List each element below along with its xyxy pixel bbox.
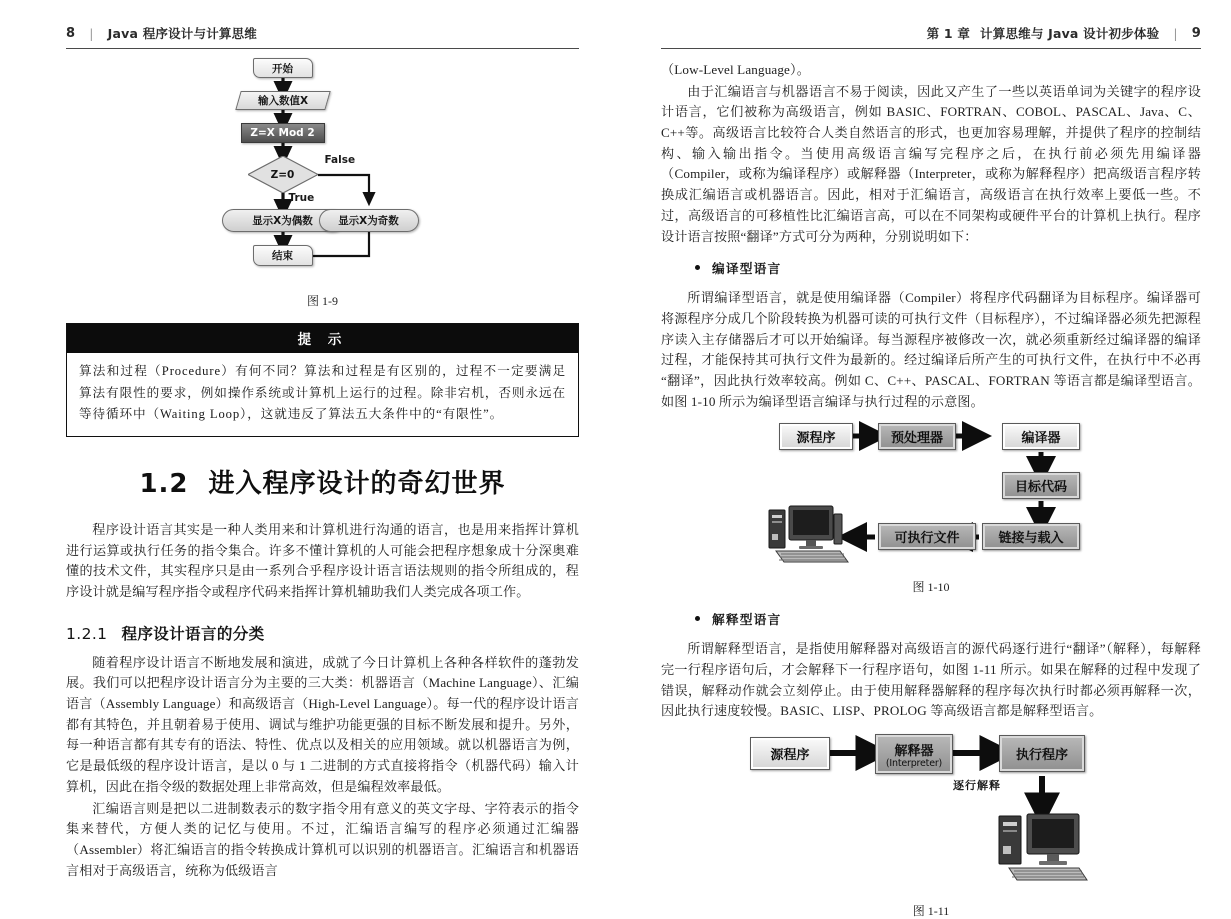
fig110-node-object-code (1002, 472, 1080, 499)
tip-box-title: 提 示 (67, 324, 578, 353)
computer-icon (766, 504, 856, 566)
fig110-node-preprocessor-label: 预处理器 (890, 431, 943, 447)
figure-1-11-caption: 图 1-11 (912, 904, 950, 919)
tip-box-body: 算法和过程（Procedure）有何不同？算法和过程是有区别的，过程不一定要满足算法有限性的要求，例如操作系统或计算机上运行的过程。除非宕机，否则永远在等待循环中（Waiting Loop），这就违反了算法五大条件中的“有限性”。 (79, 364, 566, 422)
flow-edge-label-false: False (324, 154, 356, 166)
fig110-node-link-load (982, 523, 1080, 550)
left-page (0, 0, 623, 878)
fig110-node-object-code-label: 目标代码 (1014, 480, 1067, 496)
figure-1-10-caption: 图 1-10 (912, 580, 950, 595)
flowchart-canvas (188, 58, 458, 288)
bullet-interpreted-language (695, 609, 1201, 628)
fig110-node-source-label: 源程序 (796, 431, 836, 447)
flow-node-end-label: 结束 (272, 250, 293, 262)
fig111-node-run-program (999, 735, 1085, 772)
subsection-number: 1.2.1 (66, 624, 108, 643)
fig111-node-run-program-label: 执行程序 (1015, 748, 1068, 764)
fig111-node-source (750, 737, 830, 770)
flow-node-decision (248, 156, 318, 193)
running-head-rule (66, 48, 579, 49)
flow-edge-label-true: True (288, 192, 315, 204)
fig110-node-executable-label: 可执行文件 (894, 531, 960, 547)
fig110-node-source (779, 423, 853, 450)
right-paragraph-compiled: 所谓编译型语言，就是使用编译器（Compiler）将程序代码翻译为目标程序。编译器可将源程序分成几个阶段转换为机器可读的可执行文件（目标程序），不过编译器必须先把源程序读入主存储器后才可以开始编译。每当源程序被修改一次，就必须重新经过编译器的编译过程，才能保持其可执行文件为最新的。经过编译后所产生的可执行文件，在执行中不必再“翻译”，因此执行效率较高。例如 C、C++、PASCAL、FORTRAN 等语言都是编译型语言。如图 1-10 所示为编译型语言编译与执行过程的示意图。 (661, 290, 1201, 409)
fig110-node-link-load-label: 链接与载入 (998, 531, 1064, 547)
section-title: 进入程序设计的奇幻世界 (208, 468, 506, 499)
running-head-separator: | (1173, 25, 1178, 41)
right-page-chapter: 第 1 章 (926, 26, 971, 41)
right-page (623, 0, 1231, 919)
flow-node-process-label: Z=X Mod 2 (250, 127, 315, 139)
flow-node-decision-label: Z=0 (270, 168, 295, 181)
fig110-node-compiler-label: 编译器 (1021, 431, 1061, 447)
interpret-flow-canvas (731, 730, 1131, 898)
flow-node-end (253, 245, 313, 266)
subsection-title: 程序设计语言的分类 (121, 624, 265, 643)
left-page-running-head (66, 0, 579, 42)
subsection-heading (66, 622, 579, 644)
left-page-book-title: Java 程序设计与计算思维 (107, 26, 257, 41)
running-head-separator: | (89, 25, 94, 41)
figure-1-10 (661, 422, 1201, 595)
left-page-number: 8 (66, 25, 76, 41)
left-paragraph-2: 汇编语言则是把以二进制数表示的数字指令用有意义的英文字母、字符表示的指令集来替代，方便人类的记忆与使用。不过，汇编语言编写的程序必须通过汇编器（Assembler）将汇编语言的指令转换成计算机可以识别的机器语言。汇编语言和机器语言相对于高级语言，统称为低级语言 (66, 800, 579, 878)
right-paragraph-interpreted: 所谓解释型语言，是指使用解释器对高级语言的源代码逐行进行“翻译”（解释），每解释完一行程序语句后，才会解释下一行程序语句，如图 1-11 所示。如果在解释的过程中发现了错误，解释动作就会立刻停止。由于使用解释器解释的程序每次执行时都必须再解释一次，因此执行速度较慢。BASIC、LISP、PROLOG 等高级语言都是解释型语言。 (661, 641, 1201, 719)
flow-node-input-label: 输入数值X (257, 95, 308, 107)
bullet-dot-icon (695, 616, 700, 621)
right-page-number: 9 (1191, 25, 1201, 41)
bullet-interpreted-language-label: 解释型语言 (712, 613, 782, 628)
fig110-node-executable (878, 523, 976, 550)
running-head-rule (661, 48, 1201, 49)
flow-node-start-label: 开始 (272, 62, 293, 75)
fig111-node-source-label: 源程序 (770, 748, 810, 764)
fig111-node-interpreter (875, 734, 953, 774)
right-page-running-head (661, 0, 1201, 42)
bullet-compiled-language-label: 编译型语言 (712, 262, 782, 277)
figure-1-9-caption: 图 1-9 (307, 294, 338, 308)
flow-node-output-odd-label: 显示X为奇数 (338, 215, 399, 227)
bullet-compiled-language (695, 258, 1201, 277)
fig111-node-interpreter-label-en: (Interpreter) (885, 757, 943, 769)
fig111-node-interpreter-label-zh: 解释器 (894, 743, 934, 759)
flow-node-input (235, 91, 330, 110)
left-paragraph-1: 随着程序设计语言不断地发展和演进，成就了今日计算机上各种各样软件的蓬勃发展。我们可以把程序设计语言分为主要的三大类：机器语言（Machine Language）、汇编语言（Assembly Language）和高级语言（High-Level Language）。每一代的程序设计语言都有其特色，并且朝着易于使用、调试与维护功能更强的目标不断发展和提升。另外，每一种语言都有其专有的语法、特性、优点以及相关的应用领域。就以机器语言为例，它是最低级的程序设计语言，是以 0 与 1 二进制的方式直接将指令（机器代码）输入计算机，因此在指令级的数据处理上非常高效，但是编程效率最低。 (66, 654, 579, 794)
bullet-dot-icon (695, 265, 700, 270)
flow-node-start (253, 58, 313, 78)
right-paragraph-1: 由于汇编语言与机器语言不易于阅读，因此又产生了一些以英语单词为关键字的程序设计语言，它们被称为高级语言，例如 BASIC、FORTRAN、COBOL、PASCAL、Java、C、C++等。高级语言比较符合人类自然语言的形式，也更加容易理解，并提供了程序的控制结构、输入输出指令。当使用高级语言编写完程序之后，在执行前必须先用编译器（Compiler，或称为编译程序）或解释器（Interpreter，或称为解释程序）把高级语言程序转换成汇编语言或机器语言。因此，相对于汇编语言，高级语言在执行效率上要低一些。不过，高级语言的可移植性比汇编语言高，可以在不同架构或硬件平台的计算机上执行。程序设计语言按照“翻译”方式可分为两种，分别说明如下： (661, 83, 1201, 244)
fig110-node-compiler (1002, 423, 1080, 450)
figure-1-9 (66, 58, 579, 309)
fig111-edge-label-line-by-line: 逐行解释 (953, 780, 1001, 793)
computer-icon (993, 812, 1093, 884)
section-number: 1.2 (139, 468, 189, 499)
flow-node-output-even-label: 显示X为偶数 (252, 215, 313, 227)
left-intro-paragraph: 程序设计语言其实是一种人类用来和计算机进行沟通的语言，也是用来指挥计算机进行运算或执行任务的指令集合。许多不懂计算机的人可能会把程序想象成十分深奥难懂的技术文件，其实程序只是由一系列合乎程序设计语言语法规则的指令所组成的，程序设计就是编写程序指令或程序代码来指挥计算机辅助我们人类完成各项工作。 (66, 521, 579, 600)
right-paragraph-0: （Low-Level Language）。 (661, 62, 810, 77)
figure-1-11 (661, 730, 1201, 919)
right-page-chapter-title: 计算思维与 Java 设计初步体验 (980, 26, 1160, 41)
compile-flow-canvas (736, 422, 1126, 574)
tip-box (66, 323, 579, 437)
flow-node-process (241, 123, 325, 143)
fig110-node-preprocessor (878, 423, 956, 450)
section-heading (66, 463, 579, 500)
flow-node-output-odd (319, 209, 419, 232)
